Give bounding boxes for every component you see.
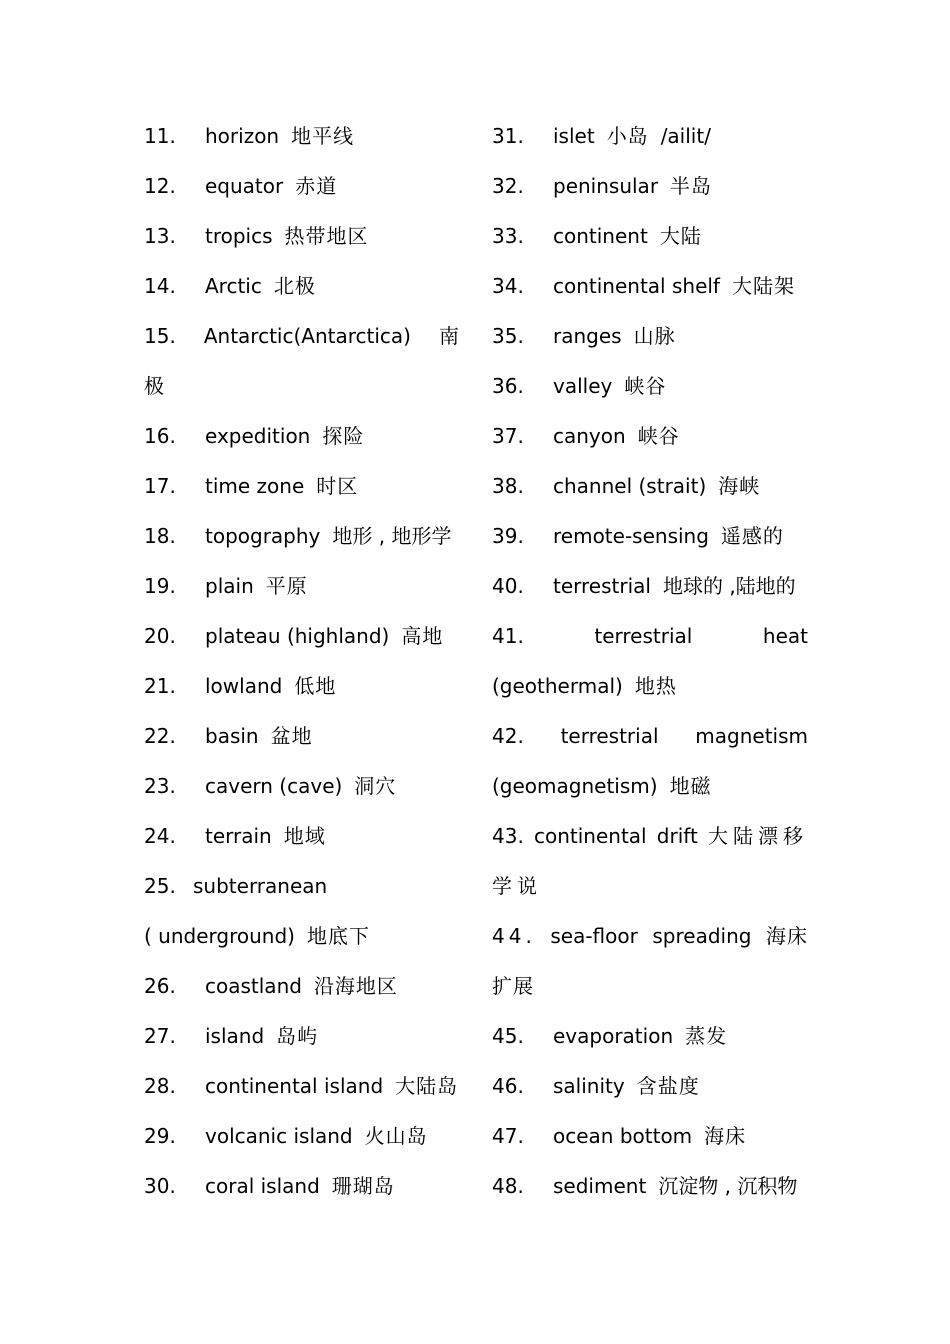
item-number: 22. (144, 724, 176, 748)
chinese-term: 地域 (283, 824, 326, 848)
item-number: 14. (144, 274, 176, 298)
item-number: 15. (144, 324, 176, 348)
vocab-item-17 (144, 471, 460, 501)
vocab-item-42 (492, 721, 808, 751)
english-term: Arctic (205, 274, 262, 298)
vocab-item-46 (492, 1071, 808, 1101)
item-number: 24. (144, 824, 176, 848)
item-number: 36. (492, 374, 524, 398)
vocab-item-38 (492, 471, 808, 501)
chinese-term-continued: 极 (144, 374, 165, 398)
english-term: Antarctic(Antarctica) (203, 324, 411, 348)
vocab-item-11 (144, 121, 460, 151)
english-term: channel (strait) (553, 474, 707, 498)
vocab-item-19 (144, 571, 460, 601)
vocab-item-43 (492, 821, 808, 851)
english-term: coral island (205, 1174, 320, 1198)
english-term: sediment (553, 1174, 647, 1198)
chinese-term: 北极 (273, 274, 316, 298)
item-number: 26. (144, 974, 176, 998)
chinese-term: 海床 (704, 1124, 747, 1148)
chinese-term: 火山岛 (364, 1124, 428, 1148)
chinese-term: 海床 (766, 924, 808, 948)
english-term: time zone (205, 474, 305, 498)
vocab-item-15 (144, 321, 460, 351)
vocab-item-23 (144, 771, 460, 801)
item-number: 38. (492, 474, 524, 498)
item-number: 35. (492, 324, 524, 348)
chinese-term: 岛屿 (276, 1024, 319, 1048)
vocab-item-29 (144, 1121, 460, 1151)
english-term: remote-sensing (553, 524, 709, 548)
chinese-term: 赤道 (295, 174, 338, 198)
vocab-item-24 (144, 821, 460, 851)
vocab-item-16 (144, 421, 460, 451)
chinese-term: 海峡 (718, 474, 761, 498)
english-term: continental island (205, 1074, 384, 1098)
item-number: 42. (492, 724, 524, 748)
vocab-item-12 (144, 171, 460, 201)
item-number: 44. (492, 924, 536, 948)
vocab-item-34 (492, 271, 808, 301)
item-number: 45. (492, 1024, 524, 1048)
english-term-word-2: spreading (652, 924, 752, 948)
english-term-continued: ( underground) (144, 924, 295, 948)
english-term-continued: (geothermal) (492, 674, 623, 698)
item-number: 12. (144, 174, 176, 198)
english-term-word-2: heat (762, 624, 808, 648)
english-term: peninsular (553, 174, 659, 198)
english-term: canyon (553, 424, 626, 448)
item-number: 19. (144, 574, 176, 598)
vocab-item-28 (144, 1071, 460, 1101)
vocab-item-26 (144, 971, 460, 1001)
vocab-item-18 (144, 521, 460, 551)
item-number: 17. (144, 474, 176, 498)
item-number: 13. (144, 224, 176, 248)
item-number: 31. (492, 124, 524, 148)
vocab-item-33 (492, 221, 808, 251)
english-term: cavern (cave) (205, 774, 343, 798)
item-number: 34. (492, 274, 524, 298)
item-number: 11. (144, 124, 176, 148)
english-term: basin (205, 724, 259, 748)
chinese-term: 沉淀物 , 沉积物 (658, 1174, 798, 1198)
english-term: equator (205, 174, 284, 198)
pronunciation: /ailit/ (660, 124, 711, 148)
english-term-word-1: sea-floor (550, 924, 638, 948)
chinese-term: 平原 (265, 574, 308, 598)
chinese-term: 珊瑚岛 (331, 1174, 395, 1198)
chinese-term: 半岛 (670, 174, 713, 198)
chinese-term: 大陆 (659, 224, 702, 248)
item-number: 39. (492, 524, 524, 548)
english-term: expedition (205, 424, 311, 448)
item-number: 21. (144, 674, 176, 698)
chinese-term: 探险 (322, 424, 365, 448)
english-term: ocean bottom (553, 1124, 693, 1148)
vocab-item-37 (492, 421, 808, 451)
english-term: plain (205, 574, 254, 598)
english-term: topography (205, 524, 321, 548)
english-term: plateau (highland) (205, 624, 390, 648)
english-term: continental shelf (553, 274, 720, 298)
chinese-term: 地平线 (291, 124, 355, 148)
chinese-term: 沿海地区 (313, 974, 398, 998)
chinese-term: 盆地 (270, 724, 313, 748)
vocab-item-44 (492, 921, 808, 951)
item-number: 37. (492, 424, 524, 448)
english-term-word-2: drift (656, 824, 698, 848)
item-number: 29. (144, 1124, 176, 1148)
vocab-item-48 (492, 1171, 808, 1201)
item-number: 40. (492, 574, 524, 598)
vocab-item-35 (492, 321, 808, 351)
item-number: 43. (492, 824, 524, 848)
vocab-item-30 (144, 1171, 460, 1201)
english-term: island (205, 1024, 265, 1048)
chinese-term: 低地 (294, 674, 337, 698)
vocab-item-25-continued (144, 921, 460, 951)
item-number: 28. (144, 1074, 176, 1098)
chinese-term: 大陆架 (731, 274, 795, 298)
vocab-item-39 (492, 521, 808, 551)
vocab-item-22 (144, 721, 460, 751)
chinese-term: 峡谷 (624, 374, 667, 398)
vocab-item-15-continued (144, 371, 460, 401)
english-term: islet (553, 124, 595, 148)
english-term-continued: (geomagnetism) (492, 774, 658, 798)
vocab-item-41 (492, 621, 808, 651)
vocab-item-47 (492, 1121, 808, 1151)
chinese-term: 地底下 (306, 924, 370, 948)
english-term-word-1: continental (533, 824, 647, 848)
english-term: lowland (205, 674, 283, 698)
chinese-term: 峡谷 (637, 424, 680, 448)
english-term: subterranean (193, 874, 328, 898)
vocab-item-20 (144, 621, 460, 651)
chinese-term: 南 (439, 324, 460, 348)
vocab-item-40 (492, 571, 808, 601)
vocab-item-45 (492, 1021, 808, 1051)
chinese-term-continued: 扩展 (492, 974, 534, 998)
english-term-word-1: terrestrial (594, 624, 693, 648)
vocab-item-42-continued (492, 771, 808, 801)
chinese-term: 时区 (316, 474, 359, 498)
english-term-word-2: magnetism (695, 724, 808, 748)
vocab-item-41-continued (492, 671, 808, 701)
item-number: 30. (144, 1174, 176, 1198)
item-number: 18. (144, 524, 176, 548)
vocab-item-36 (492, 371, 808, 401)
item-number: 46. (492, 1074, 524, 1098)
vocab-item-21 (144, 671, 460, 701)
english-term: evaporation (553, 1024, 674, 1048)
english-term: horizon (205, 124, 280, 148)
english-term: volcanic island (205, 1124, 353, 1148)
chinese-term: 含盐度 (636, 1074, 700, 1098)
vocab-item-32 (492, 171, 808, 201)
english-term: terrain (205, 824, 272, 848)
english-term: valley (553, 374, 613, 398)
item-number: 41. (492, 624, 524, 648)
english-term: continent (553, 224, 648, 248)
english-term-word-1: terrestrial (560, 724, 659, 748)
chinese-term: 山脉 (633, 324, 676, 348)
vocab-item-13 (144, 221, 460, 251)
item-number: 48. (492, 1174, 524, 1198)
chinese-term-continued: 学说 (492, 874, 542, 898)
vocab-item-43-continued (492, 871, 808, 901)
item-number: 27. (144, 1024, 176, 1048)
chinese-term: 热带地区 (284, 224, 369, 248)
chinese-term: 地热 (634, 674, 677, 698)
chinese-term: 高地 (401, 624, 444, 648)
item-number: 16. (144, 424, 176, 448)
chinese-term: 地球的 ,陆地的 (662, 574, 796, 598)
chinese-term: 小岛 (606, 124, 649, 148)
vocab-item-44-continued (492, 971, 808, 1001)
item-number: 23. (144, 774, 176, 798)
item-number: 20. (144, 624, 176, 648)
english-term: coastland (205, 974, 302, 998)
chinese-term: 遥感的 (720, 524, 784, 548)
chinese-term: 大陆漂移 (707, 824, 808, 848)
chinese-term: 地形 , 地形学 (332, 524, 452, 548)
chinese-term: 洞穴 (354, 774, 397, 798)
item-number: 47. (492, 1124, 524, 1148)
english-term: tropics (205, 224, 273, 248)
chinese-term: 蒸发 (685, 1024, 728, 1048)
english-term: salinity (553, 1074, 625, 1098)
vocab-item-14 (144, 271, 460, 301)
chinese-term: 大陆岛 (395, 1074, 459, 1098)
item-number: 25. (144, 874, 176, 898)
english-term: terrestrial (553, 574, 651, 598)
item-number: 32. (492, 174, 524, 198)
item-number: 33. (492, 224, 524, 248)
vocab-item-27 (144, 1021, 460, 1051)
vocab-item-25 (144, 871, 460, 901)
vocab-item-31 (492, 121, 808, 151)
chinese-term: 地磁 (669, 774, 712, 798)
english-term: ranges (553, 324, 622, 348)
